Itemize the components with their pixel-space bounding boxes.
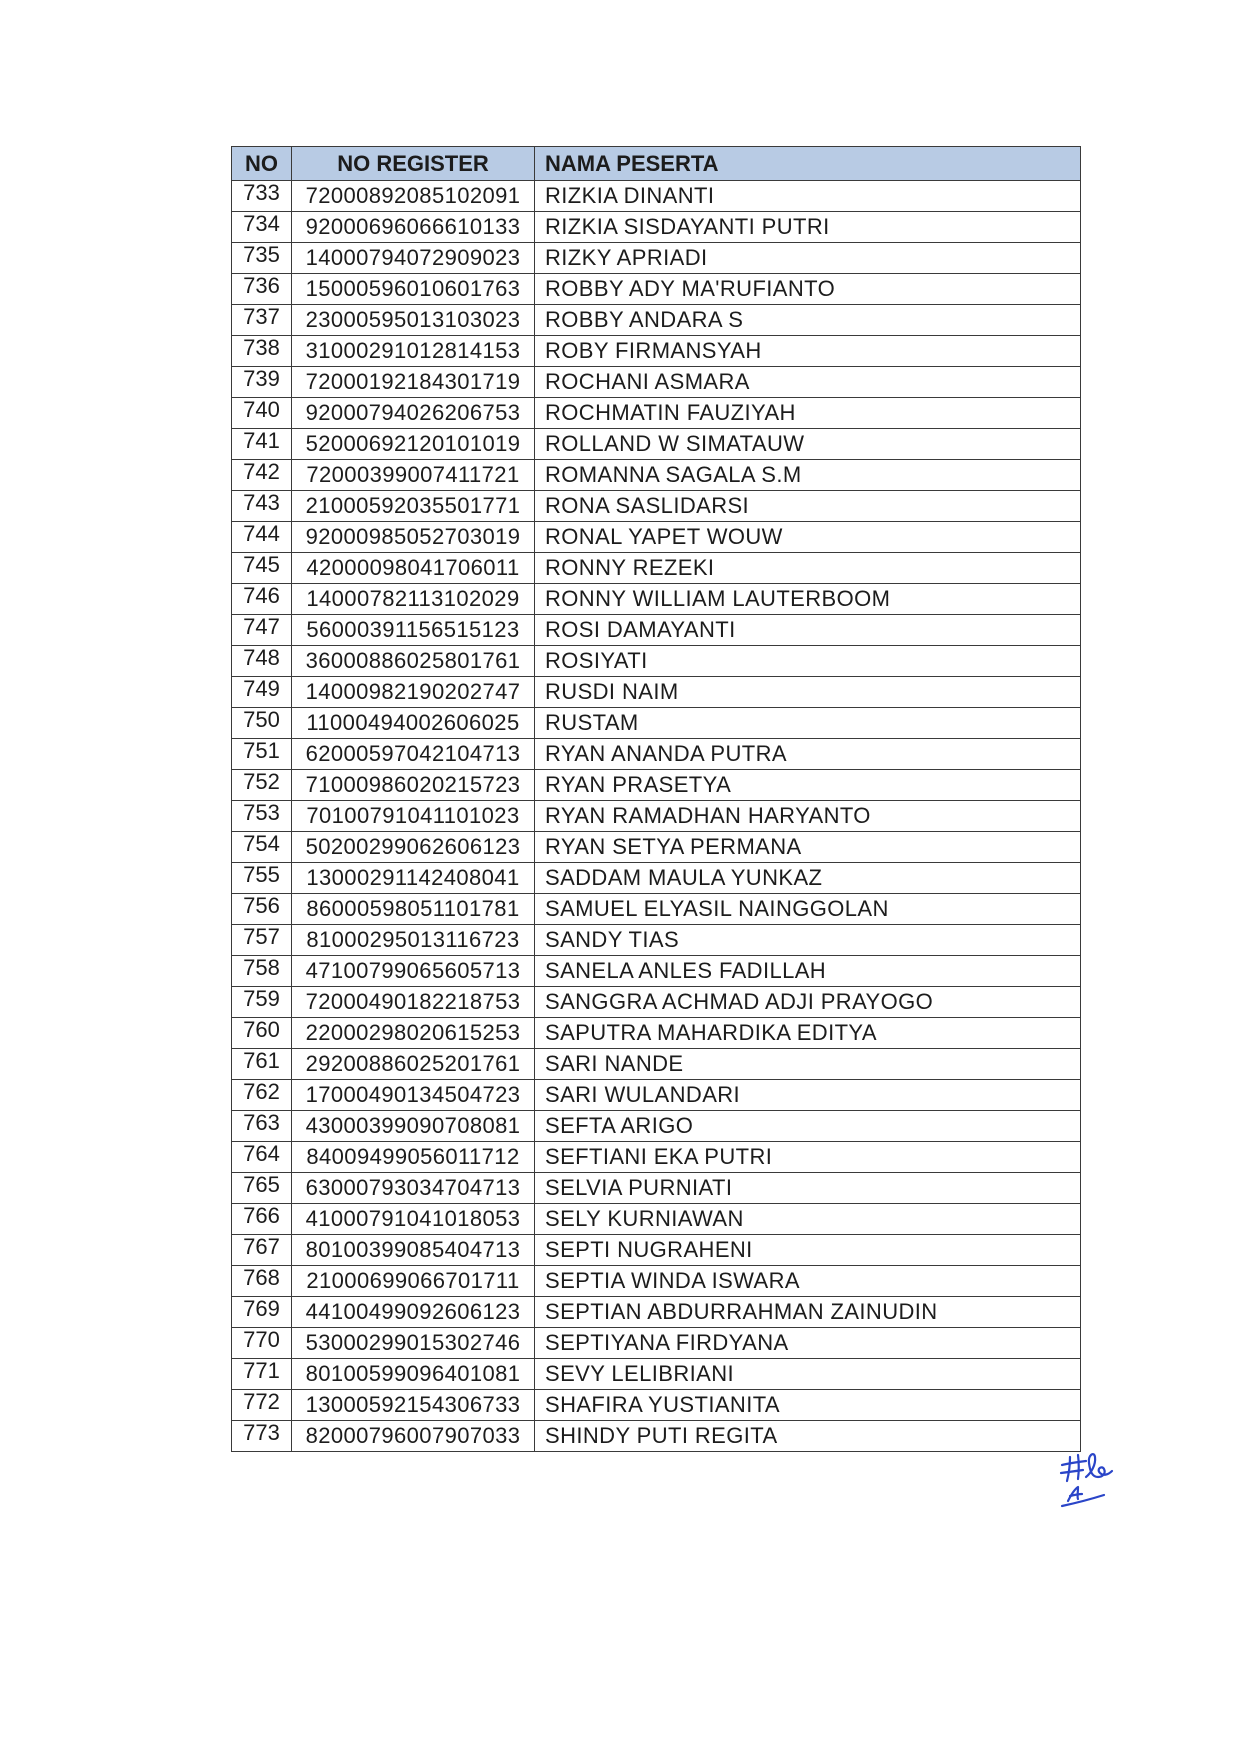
row-number: 734 [232, 212, 292, 243]
row-number: 755 [232, 863, 292, 894]
participant-name: SANELA ANLES FADILLAH [535, 956, 1081, 987]
participant-name: ROCHANI ASMARA [535, 367, 1081, 398]
row-number: 758 [232, 956, 292, 987]
participant-name: SADDAM MAULA YUNKAZ [535, 863, 1081, 894]
table-row [232, 1111, 1081, 1142]
table-row [232, 1421, 1081, 1452]
row-number: 769 [232, 1297, 292, 1328]
register-number: 53000299015302746 [292, 1328, 535, 1359]
row-number: 765 [232, 1173, 292, 1204]
table-row [232, 181, 1081, 212]
register-number: 52000692120101019 [292, 429, 535, 460]
row-number: 771 [232, 1359, 292, 1390]
participant-name: ROSI DAMAYANTI [535, 615, 1081, 646]
register-number: 14000794072909023 [292, 243, 535, 274]
participant-table [231, 146, 1081, 1452]
row-number: 751 [232, 739, 292, 770]
row-number: 767 [232, 1235, 292, 1266]
row-number: 750 [232, 708, 292, 739]
table-row [232, 212, 1081, 243]
participant-name: SEPTI NUGRAHENI [535, 1235, 1081, 1266]
register-number: 31000291012814153 [292, 336, 535, 367]
row-number: 733 [232, 181, 292, 212]
register-number: 72000192184301719 [292, 367, 535, 398]
participant-name: SELY KURNIAWAN [535, 1204, 1081, 1235]
row-number: 752 [232, 770, 292, 801]
table-row [232, 739, 1081, 770]
table-row [232, 243, 1081, 274]
table-row [232, 1049, 1081, 1080]
table-row [232, 1204, 1081, 1235]
table-row [232, 801, 1081, 832]
participant-name: RUSDI NAIM [535, 677, 1081, 708]
register-number: 81000295013116723 [292, 925, 535, 956]
table-row [232, 398, 1081, 429]
table-row [232, 491, 1081, 522]
table-header [232, 147, 1081, 181]
table-row [232, 460, 1081, 491]
table-row [232, 1297, 1081, 1328]
register-number: 71000986020215723 [292, 770, 535, 801]
table-row [232, 956, 1081, 987]
table-row [232, 615, 1081, 646]
register-number: 29200886025201761 [292, 1049, 535, 1080]
participant-name: SARI NANDE [535, 1049, 1081, 1080]
register-number: 13000592154306733 [292, 1390, 535, 1421]
participant-name: ROBBY ANDARA S [535, 305, 1081, 336]
participant-name: RONA SASLIDARSI [535, 491, 1081, 522]
register-number: 82000796007907033 [292, 1421, 535, 1452]
register-number: 62000597042104713 [292, 739, 535, 770]
row-number: 737 [232, 305, 292, 336]
row-number: 762 [232, 1080, 292, 1111]
row-number: 749 [232, 677, 292, 708]
participant-name: ROLLAND W SIMATAUW [535, 429, 1081, 460]
participant-name: ROBBY ADY MA'RUFIANTO [535, 274, 1081, 305]
row-number: 744 [232, 522, 292, 553]
row-number: 773 [232, 1421, 292, 1452]
register-number: 92000696066610133 [292, 212, 535, 243]
participant-name: SAPUTRA MAHARDIKA EDITYA [535, 1018, 1081, 1049]
register-number: 56000391156515123 [292, 615, 535, 646]
row-number: 736 [232, 274, 292, 305]
table-row [232, 1235, 1081, 1266]
participant-name: SANDY TIAS [535, 925, 1081, 956]
participant-name: SEFTIANI EKA PUTRI [535, 1142, 1081, 1173]
participant-name: RONNY REZEKI [535, 553, 1081, 584]
table-row [232, 1080, 1081, 1111]
row-number: 738 [232, 336, 292, 367]
register-number: 15000596010601763 [292, 274, 535, 305]
register-number: 72000490182218753 [292, 987, 535, 1018]
table-row [232, 1142, 1081, 1173]
register-number: 36000886025801761 [292, 646, 535, 677]
table-row [232, 305, 1081, 336]
participant-name: SEPTIYANA FIRDYANA [535, 1328, 1081, 1359]
register-number: 63000793034704713 [292, 1173, 535, 1204]
participant-name: RYAN SETYA PERMANA [535, 832, 1081, 863]
participant-name: RIZKY APRIADI [535, 243, 1081, 274]
table-row [232, 1359, 1081, 1390]
participant-name: RONNY WILLIAM LAUTERBOOM [535, 584, 1081, 615]
table-row [232, 522, 1081, 553]
participant-name: RUSTAM [535, 708, 1081, 739]
participant-name: RYAN PRASETYA [535, 770, 1081, 801]
row-number: 753 [232, 801, 292, 832]
row-number: 766 [232, 1204, 292, 1235]
register-number: 80100399085404713 [292, 1235, 535, 1266]
row-number: 748 [232, 646, 292, 677]
table-row [232, 677, 1081, 708]
register-number: 86000598051101781 [292, 894, 535, 925]
register-number: 47100799065605713 [292, 956, 535, 987]
register-number: 44100499092606123 [292, 1297, 535, 1328]
participant-name: ROSIYATI [535, 646, 1081, 677]
row-number: 735 [232, 243, 292, 274]
table-row [232, 274, 1081, 305]
register-number: 23000595013103023 [292, 305, 535, 336]
table-row [232, 894, 1081, 925]
table-row [232, 1266, 1081, 1297]
participant-name: SHAFIRA YUSTIANITA [535, 1390, 1081, 1421]
row-number: 770 [232, 1328, 292, 1359]
participant-name: SARI WULANDARI [535, 1080, 1081, 1111]
row-number: 772 [232, 1390, 292, 1421]
row-number: 760 [232, 1018, 292, 1049]
participant-name: RIZKIA SISDAYANTI PUTRI [535, 212, 1081, 243]
participant-name: SHINDY PUTI REGITA [535, 1421, 1081, 1452]
row-number: 763 [232, 1111, 292, 1142]
register-number: 43000399090708081 [292, 1111, 535, 1142]
register-number: 22000298020615253 [292, 1018, 535, 1049]
register-number: 41000791041018053 [292, 1204, 535, 1235]
register-number: 13000291142408041 [292, 863, 535, 894]
table-row [232, 429, 1081, 460]
table-row [232, 584, 1081, 615]
row-number: 757 [232, 925, 292, 956]
table-row [232, 646, 1081, 677]
row-number: 742 [232, 460, 292, 491]
participant-name: ROBY FIRMANSYAH [535, 336, 1081, 367]
register-number: 70100791041101023 [292, 801, 535, 832]
row-number: 739 [232, 367, 292, 398]
table-row [232, 987, 1081, 1018]
header-name: NAMA PESERTA [535, 147, 1081, 181]
register-number: 17000490134504723 [292, 1080, 535, 1111]
table-row [232, 925, 1081, 956]
register-number: 14000782113102029 [292, 584, 535, 615]
register-number: 92000985052703019 [292, 522, 535, 553]
participant-name: RYAN RAMADHAN HARYANTO [535, 801, 1081, 832]
header-row [232, 147, 1081, 181]
table-body [232, 181, 1081, 1452]
register-number: 72000399007411721 [292, 460, 535, 491]
table-row [232, 863, 1081, 894]
table-row [232, 708, 1081, 739]
participant-name: RIZKIA DINANTI [535, 181, 1081, 212]
table-row [232, 367, 1081, 398]
register-number: 80100599096401081 [292, 1359, 535, 1390]
participant-name: RONAL YAPET WOUW [535, 522, 1081, 553]
table-row [232, 336, 1081, 367]
row-number: 745 [232, 553, 292, 584]
row-number: 768 [232, 1266, 292, 1297]
row-number: 756 [232, 894, 292, 925]
register-number: 84009499056011712 [292, 1142, 535, 1173]
register-number: 21000592035501771 [292, 491, 535, 522]
row-number: 759 [232, 987, 292, 1018]
participant-name: SELVIA PURNIATI [535, 1173, 1081, 1204]
participant-name: ROMANNA SAGALA S.M [535, 460, 1081, 491]
participant-name: SEPTIAN ABDURRAHMAN ZAINUDIN [535, 1297, 1081, 1328]
register-number: 21000699066701711 [292, 1266, 535, 1297]
participant-name: SANGGRA ACHMAD ADJI PRAYOGO [535, 987, 1081, 1018]
row-number: 743 [232, 491, 292, 522]
participant-name: RYAN ANANDA PUTRA [535, 739, 1081, 770]
row-number: 754 [232, 832, 292, 863]
handwritten-initials-signature [1048, 1443, 1128, 1513]
row-number: 746 [232, 584, 292, 615]
row-number: 764 [232, 1142, 292, 1173]
register-number: 50200299062606123 [292, 832, 535, 863]
register-number: 42000098041706011 [292, 553, 535, 584]
register-number: 11000494002606025 [292, 708, 535, 739]
register-number: 14000982190202747 [292, 677, 535, 708]
row-number: 761 [232, 1049, 292, 1080]
row-number: 740 [232, 398, 292, 429]
participant-name: SEFTA ARIGO [535, 1111, 1081, 1142]
header-no: NO [232, 147, 292, 181]
table-row [232, 832, 1081, 863]
row-number: 747 [232, 615, 292, 646]
table-row [232, 1328, 1081, 1359]
table-row [232, 553, 1081, 584]
table-row [232, 1390, 1081, 1421]
row-number: 741 [232, 429, 292, 460]
register-number: 72000892085102091 [292, 181, 535, 212]
participant-name: SEVY LELIBRIANI [535, 1359, 1081, 1390]
participant-name: ROCHMATIN FAUZIYAH [535, 398, 1081, 429]
header-register: NO REGISTER [292, 147, 535, 181]
register-number: 92000794026206753 [292, 398, 535, 429]
participant-name: SAMUEL ELYASIL NAINGGOLAN [535, 894, 1081, 925]
table-row [232, 770, 1081, 801]
table-row [232, 1018, 1081, 1049]
participant-name: SEPTIA WINDA ISWARA [535, 1266, 1081, 1297]
table-row [232, 1173, 1081, 1204]
